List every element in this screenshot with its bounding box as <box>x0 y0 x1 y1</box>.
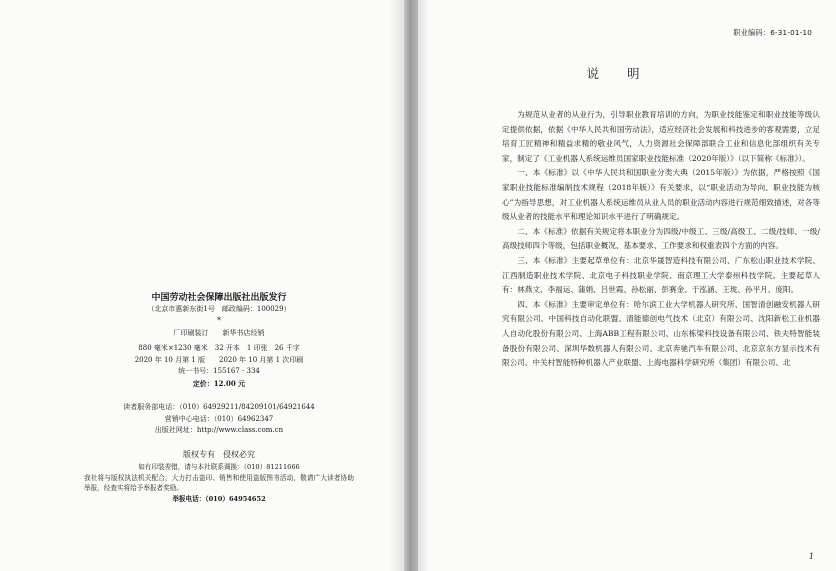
paragraph-4: 四、本《标准》主要审定单位有：哈尔滨工业大学机器人研究所、国智清创融安机器人研究有限公司、中国科技自动化联盟、清能德创电气技术（北京）有限公司、沈阳新松工业机器人自动化股份有限公司、上海ABB工程有限公司、山东栋梁科技设备有限公司、铁夫特智能装备股份有限公司、深圳华数机器人有限公司、北京奔驰汽车有限公司、北京京东方显示技术有限公司、中关村智能特种机器人产业联盟、上海电器科学研究所（集团）有限公司、北 <box>502 299 820 368</box>
copyright-imprint <box>84 292 354 504</box>
reader-service-phone: 读者服务部电话：（010）64929211/84209101/64921644 <box>123 403 315 411</box>
page-title: 说明 <box>586 66 668 81</box>
left-page <box>0 0 404 571</box>
paragraph-3: 三、本《标准》主要起草单位有：北京华晟智造科技有限公司、广东松山职业技术学院、江西制造职业技术学院、北京电子科技职业学院、南京理工大学泰州科技学院。主要起草人有：林燕文、李福运、蒲娟、吕世霞、孙松丽、彭赛金、于泓涵、王珑、孙平月、庞阳。 <box>502 255 820 295</box>
publisher-website: 出版社网址：http://www.class.com.cn <box>154 426 284 434</box>
misprint-notice: 如有印装差错，请与本社联系调换：（010）81211666 <box>138 463 300 471</box>
publisher-address: （北京市惠新东街1号 邮政编码：100029） <box>147 305 291 313</box>
paragraph-1: 一、本《标准》以《中华人民共和国职业分类大典（2015年版）》为依据，严格按照《国家职业技能标准编制技术规程（2018年版）》有关要求，以“职业活动为导向、职业技能为核心”为指导思想，对工业机器人系统运维员从业人员的职业活动内容进行规范细致描述，对各等级从业者的技能水平和理论知识水平进行了明确规定。 <box>502 168 820 222</box>
right-page <box>418 0 836 571</box>
paragraph-2: 二、本《标准》依据有关规定将本职业分为四级/中级工、三级/高级工、二级/技师、一级/高级技师四个等级，包括职业概况、基本要求、工作要求和权重表四个方面的内容。 <box>502 226 820 251</box>
explanation-body <box>502 108 820 371</box>
format-line: 880 毫米×1230 毫米 32 开本 1 印张 26 千字 <box>138 344 300 352</box>
edition-line: 2020 年 10 月第 1 版 2020 年 10 月第 1 次印刷 <box>134 355 304 364</box>
paragraph-intro: 为规范从业者的从业行为，引导职业教育培训的方向，为职业技能鉴定和职业技能等级认定提供依据，依据《中华人民共和国劳动法》，适应经济社会发展和科技进步的客观需要，立足培育工匠精神和精益求精的敬业风气，人力资源社会保障部联合工业和信息化部组织有关专家，制定了《工业机器人系统运维员国家职业技能标准（2020年版）》（以下简称《标准》）。 <box>502 110 820 163</box>
occupation-code: 职业编码：6-31-01-10 <box>733 28 812 37</box>
price: 定价：12.00 元 <box>192 378 246 388</box>
anti-piracy-notice: 我社将与版权执法机关配合，大力打击盗印、销售和使用盗版图书活动，敬请广大读者协助举报，经查实将给予举报者奖励。 <box>84 473 354 492</box>
publisher-name: 中国劳动社会保障出版社出版发行 <box>151 293 287 303</box>
marketing-phone: 营销中心电话：（010）64962347 <box>164 414 274 423</box>
book-gutter <box>404 0 418 571</box>
page-shadow <box>418 0 430 571</box>
piracy-notice <box>84 462 354 504</box>
page-number: 1 <box>808 552 814 561</box>
copyright-title: 版权专有 侵权必究 <box>183 449 255 459</box>
printer-line: 厂印刷装订 新华书店经销 <box>173 328 265 337</box>
report-phone: 举报电话：（010）64954652 <box>172 494 266 503</box>
book-number: 统一书号：155167 · 334 <box>178 367 260 375</box>
separator-star: * <box>217 315 221 325</box>
contact-block <box>84 402 354 437</box>
page-shadow <box>390 0 404 571</box>
